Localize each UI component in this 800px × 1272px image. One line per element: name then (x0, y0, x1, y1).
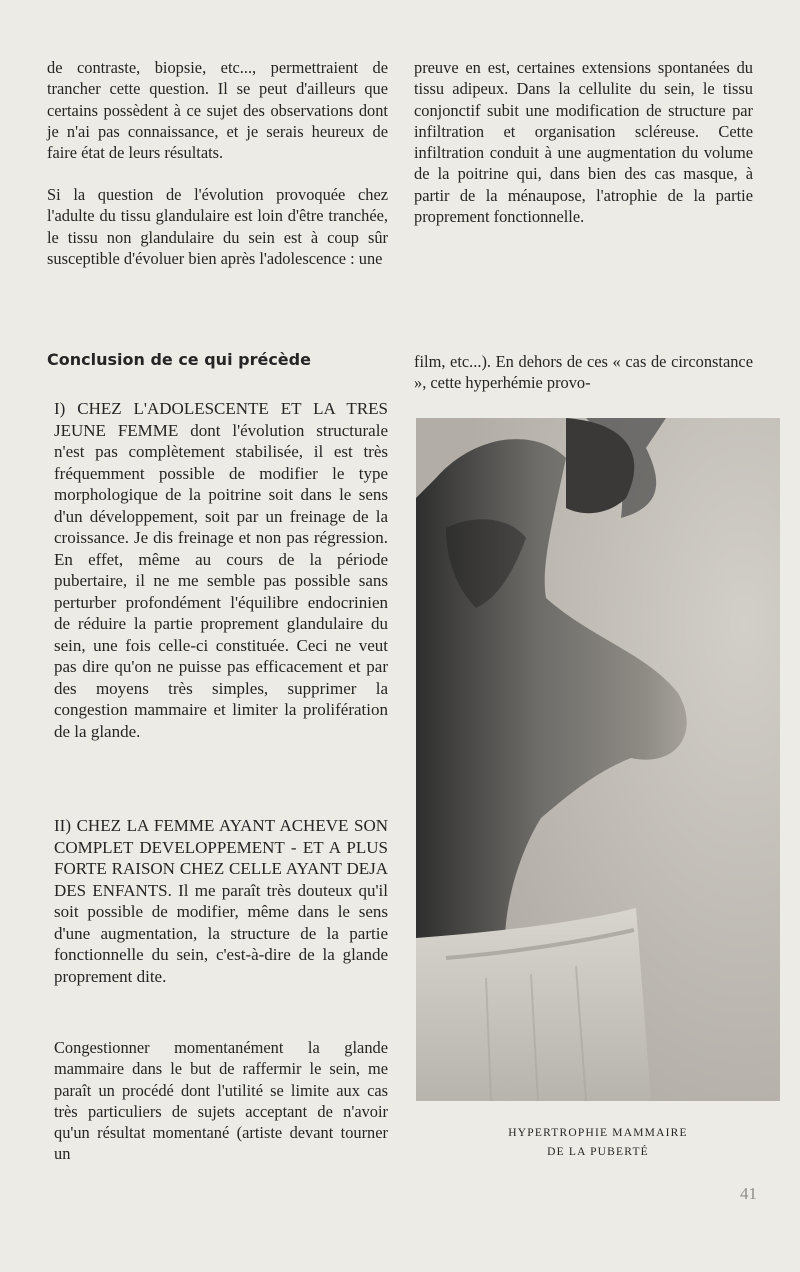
top-left-paragraph (47, 57, 388, 163)
top-left-paragraph-2 (47, 184, 388, 269)
point-one-text: dont l'évolution structurale n'est pas complètement stabilisée, il est très fréquemment possible de modifier le type morphologique de la poitrine soit dans le sens d'un développement, soit par un freinage de la croissance. Je dis freinage et non pas régression. En effet, même au cours de la période pubertaire, il ne me semble pas possible sans perturber profondément l'équilibre endocrinien de réduire la partie proprement glandulaire du sein, une fois celle-ci constituée. Ceci ne veut pas dire qu'on ne puisse pas efficacement et par des moyens très simples, supprimer la congestion mammaire et limiter la prolifération de la glande. (54, 420, 388, 741)
figure-caption-line-1: HYPERTROPHIE MAMMAIRE (508, 1127, 688, 1139)
figure-silhouette (416, 418, 780, 1101)
point-one-paragraph (54, 398, 388, 742)
figure-caption-line-2: DE LA PUBERTÉ (547, 1146, 649, 1158)
page-number: 41 (740, 1184, 757, 1203)
point-two-text: Il me paraît très douteux qu'il soit possible de modifier, même dans le sens d'une augmentation, la structure de la partie fonctionnelle du sein, c'est-à-dire de la glande proprement dite. (54, 880, 388, 986)
top-left-paragraph-2-text: Si la question de l'évolution provoquée chez l'adulte du tissu glandulaire est loin d'être tranchée, le tissu non glandulaire du sein est à coup sûr susceptible d'évoluer bien après l'adolescence : une (47, 185, 388, 268)
top-left-paragraph-text: de contraste, biopsie, etc..., permettraient de trancher cette question. Il se peut d'ailleurs que certains possèdent à ce sujet des observations dont je n'ai pas connaissance, et je serais heureux de faire état de leurs résultats. (47, 58, 388, 163)
bottom-left-paragraph (54, 1037, 388, 1165)
bottom-left-paragraph-text: Congestionner momentanément la glande mammaire dans le but de raffermir le sein, me paraît un procédé dont l'utilité se limite aux cas très particuliers de sujets acceptant de n'avoir qu'un résultat momentané (artiste devant tourner un (54, 1038, 388, 1164)
top-right-paragraph-text: preuve en est, certaines extensions spontanées du tissu adipeux. Dans la cellulite du sein, le tissu conjonctif subit une modification de structure par infiltration et organisation scléreuse. Cette infiltration conduit à une augmentation du volume de la poitrine qui, dans bien des cas masque, à partir de la ménaupose, l'atrophie de la partie proprement fonctionnelle. (414, 58, 753, 227)
right-continuation-paragraph (414, 351, 753, 394)
section-heading: Conclusion de ce qui précède (47, 350, 311, 369)
point-one-heading: I) CHEZ L'ADOLESCENTE ET LA TRES JEUNE FEMME (54, 399, 388, 440)
point-two-heading: II) CHEZ LA FEMME AYANT ACHEVE SON COMPLET DEVELOPPEMENT - ET A PLUS FORTE RAISON CHEZ CELLE AYANT DEJA DES ENFANTS. (54, 816, 388, 900)
figure-photograph (416, 418, 780, 1101)
point-two-paragraph (54, 815, 388, 987)
right-continuation-text: film, etc...). En dehors de ces « cas de circonstance », cette hyperhémie provo- (414, 352, 753, 393)
top-right-paragraph (414, 57, 753, 227)
